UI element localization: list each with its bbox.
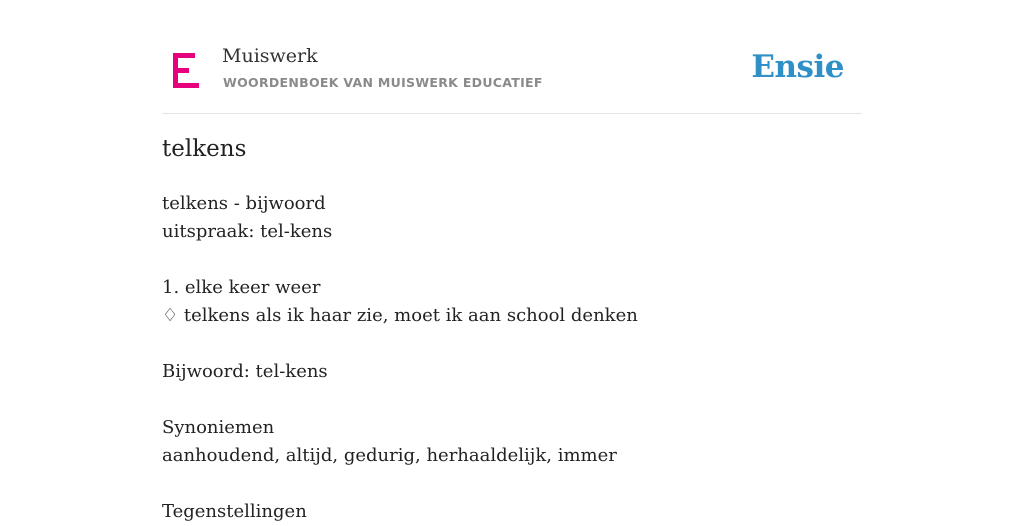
synonyms-list: aanhoudend, altijd, gedurig, herhaaldelijk, immer xyxy=(162,445,617,466)
page-title: telkens xyxy=(162,136,247,162)
spacer xyxy=(162,386,638,414)
spacer xyxy=(162,246,638,274)
ensie-home-link[interactable]: Ensie xyxy=(751,49,844,85)
spacer xyxy=(162,330,638,358)
muiswerk-logo-icon[interactable] xyxy=(173,53,201,89)
synonyms-heading: Synoniemen xyxy=(162,417,275,438)
definition-line: 1. elke keer weer xyxy=(162,277,321,298)
entry-content xyxy=(162,190,638,526)
pronunciation-line: uitspraak: tel-kens xyxy=(162,221,333,242)
word-class-line: telkens - bijwoord xyxy=(162,193,326,214)
brand-name[interactable]: Muiswerk xyxy=(222,45,318,67)
site-header xyxy=(162,0,862,114)
hyphenation-line: Bijwoord: tel-kens xyxy=(162,361,328,382)
brand-subtitle: WOORDENBOEK VAN MUISWERK EDUCATIEF xyxy=(223,75,543,90)
example-line: ♢ telkens als ik haar zie, moet ik aan school denken xyxy=(162,305,638,326)
page-container xyxy=(162,0,862,522)
antonyms-heading: Tegenstellingen xyxy=(162,501,307,522)
spacer xyxy=(162,470,638,498)
